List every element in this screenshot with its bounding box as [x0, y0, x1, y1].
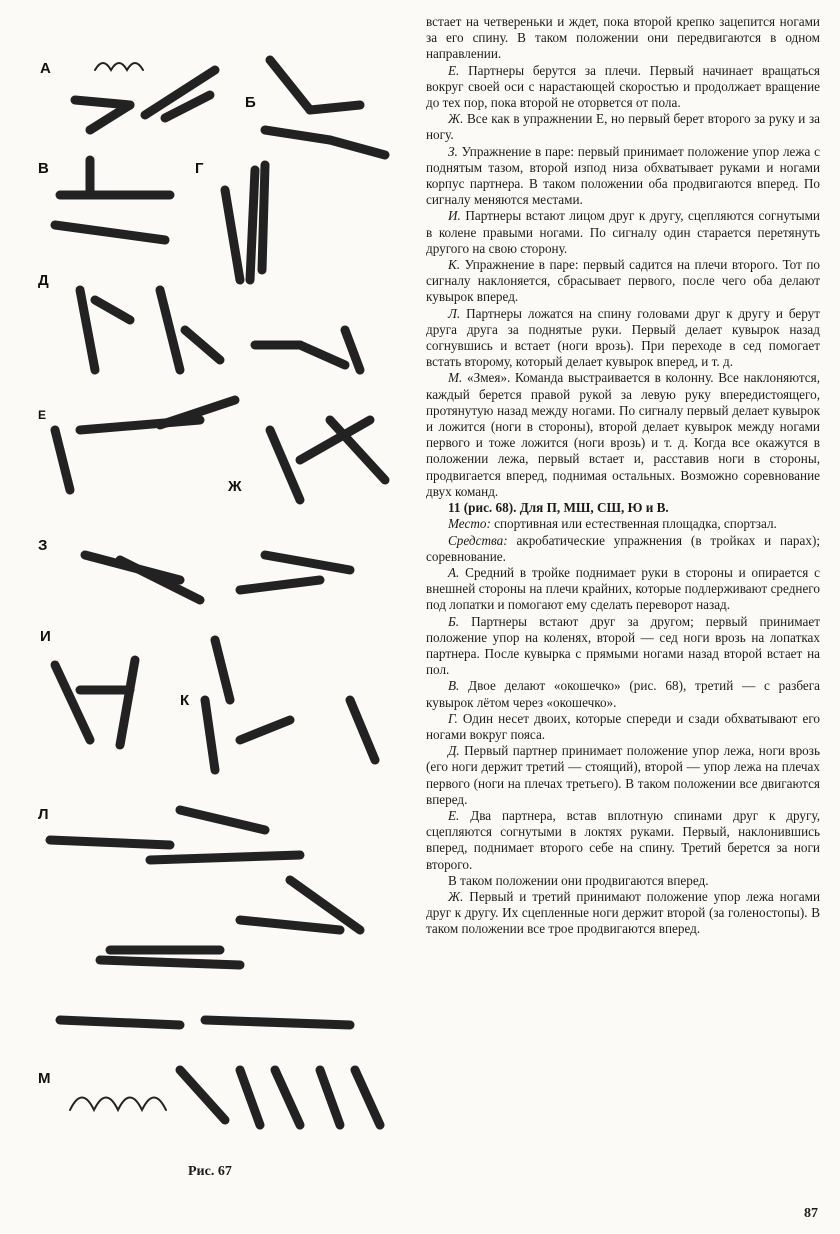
item-letter: Л. [448, 305, 461, 321]
item-text: Первый партнер принимает положение упор лежа, ноги врозь (его ноги держит третий — стоящий), второй — упор лежа на плечах первого (ноги на плечах третьего). В таком положении все двигаются вперед. [426, 743, 821, 807]
item-letter: Ж. [448, 888, 464, 904]
section-heading: 11 (рис. 68). Для П, МШ, СШ, Ю и В. [448, 500, 669, 516]
item-letter: А. [448, 564, 460, 580]
figure-v-drawing [55, 160, 170, 240]
item [426, 678, 820, 710]
place-text: спортивная или естественная площадка, спортзал. [494, 516, 777, 532]
item-letter: Г. [448, 710, 458, 726]
paragraph [426, 144, 820, 209]
paragraph-text: Упражнение в паре: первый садится на плечи второго. Тот по сигналу наклоняется, сбрасывает первого, после чего оба делают кувырок вперед. [426, 257, 820, 305]
figure-k-drawing [205, 640, 375, 770]
figure-label-zh: Ж [228, 478, 242, 495]
item-text: Партнеры встают друг за другом; первый принимает положение упор на коленях, второй — сед ноги врозь на лопатках партнера. После кувырка с прямыми ногами назад второй встает на пол. [426, 613, 820, 678]
paragraph-text: Упражнение в паре: первый принимает положение упор лежа с поднятым тазом, второй изпод низа обхватывает руками и ногами корпус партнера. В таком положении оба продвигаются вперед. По сигналу меняются местами. [426, 143, 820, 208]
figure-label-v: В [38, 160, 49, 177]
figure-label-d: Д [38, 272, 49, 289]
figure-z-drawing [85, 555, 350, 600]
item-text: Один несет двоих, которые спереди и сзади обхватывают его ногами вокруг пояса. [426, 710, 820, 742]
figure-m-drawing [70, 1070, 380, 1125]
paragraph-text: Партнеры встают лицом друг к другу, сцепляются согнутыми в колене правыми ногами. По сигналу один старается перетянуть другого на свою сторону. [426, 208, 820, 256]
item [426, 614, 820, 679]
item-text: Первый и третий принимают положение упор лежа ногами друг к другу. Их сцепленные ноги держит второй (за голеностопы). В таком положении все трое продвигаются вперед. [426, 888, 821, 937]
paragraph-text: Все как в упражнении Е, но первый берет второго за руку и за ногу. [426, 111, 821, 143]
figure-label-e: Е [38, 408, 47, 422]
paragraph [426, 306, 820, 371]
figure-l-drawing [50, 810, 360, 1025]
item-letter: Е. [448, 62, 460, 78]
figure-label-b: Б [245, 94, 256, 111]
paragraph [426, 370, 820, 500]
figure-d-drawing [80, 290, 360, 370]
paragraph-text: встает на четвереньки и ждет, пока второй крепко зацепится ногами за его спину. В таком положении они передвигаются в одном направлении. [426, 14, 820, 62]
figure-label-k: К [180, 692, 190, 709]
paragraph [426, 208, 820, 257]
figure-label-m: М [38, 1070, 51, 1087]
place-line [426, 516, 820, 532]
item-letter: Д. [448, 743, 460, 759]
item [426, 711, 820, 743]
figure-e-drawing [55, 400, 235, 490]
item [426, 889, 820, 938]
figure-label-z: З [38, 537, 48, 554]
item-text: Два партнера, встав вплотную спинами друг к другу, сцепляются согнутыми в локтях руками. Первый, наклонившись вперед, поднимает второго себе на спину. Третий берется за ноги второго. [426, 807, 821, 872]
means-text: акробатические упражнения (в тройках и парах); соревнование. [426, 532, 821, 564]
item-letter: М. [448, 370, 463, 386]
figure-zh-drawing [270, 420, 385, 500]
paragraph-text: «Змея». Команда выстраивается в колонну. Все наклоняются, каждый берется правой рукой за левую руку впередистоящего, протянутую назад между ногами. По сигналу первый делает кувырок и ложится (ноги в стороны), второй делает кувырок между ногами первого и тоже ложится (ноги врозь) и т. д. Когда все окажутся в положении лежа, первый встает и, расставив ноги в стороны, продвигается вперед, поднимая остальных. Возможно соревнование двух команд. [426, 370, 821, 499]
item-letter: Ж. [448, 111, 464, 127]
place-label: Место: [448, 516, 491, 532]
item-letter: Е. [448, 807, 460, 823]
page-number: 87 [804, 1206, 818, 1221]
figure-caption: Рис. 67 [188, 1164, 232, 1179]
paragraph [426, 14, 820, 63]
item-letter: З. [448, 143, 458, 159]
item-text: В таком положении они продвигаются вперед. [448, 872, 709, 888]
figure-g-drawing [225, 165, 265, 280]
figure-label-g: Г [195, 160, 204, 177]
body-text [426, 14, 820, 938]
item [426, 808, 820, 873]
paragraph [426, 111, 820, 143]
figure-label-l: Л [38, 806, 49, 823]
figure-label-a: А [40, 60, 51, 77]
means-line [426, 533, 820, 565]
item-letter: К. [448, 257, 461, 273]
paragraph-text: Партнеры берутся за плечи. Первый начинает вращаться вокруг своей оси с нарастающей скоростью и продолжает вращение до тех пор, пока второй не оторвется от пола. [426, 62, 821, 111]
figure-label-i: И [40, 628, 51, 645]
figure-a-drawing [75, 63, 215, 130]
figure-b-drawing [265, 60, 385, 155]
item [426, 873, 820, 889]
item-text: Двое делают «окошечко» (рис. 68), третий — с разбега кувырок лётом через «окошечко». [426, 678, 820, 710]
item-letter: В. [448, 678, 460, 694]
item [426, 743, 820, 808]
item [426, 565, 820, 614]
means-label: Средства: [448, 532, 508, 548]
item-text: Средний в тройке поднимает руки в стороны и опирается с внешней стороны на плечи крайних, которые подлерживают среднего под лопатки и помогают ему сделать переворот назад. [426, 564, 820, 613]
figure-i-drawing [55, 660, 135, 745]
paragraph [426, 257, 820, 306]
item-letter: И. [448, 208, 461, 224]
item-letter: Б. [448, 613, 460, 629]
paragraph-text: Партнеры ложатся на спину головами друг к другу и берут друга друга за поднятые руки. Первый делает кувырок назад согнувшись и встает (ноги врозь). При переходе в сед помогает встать второму, который делает кувырок вперед, и т. д. [426, 305, 820, 370]
paragraph [426, 63, 820, 112]
